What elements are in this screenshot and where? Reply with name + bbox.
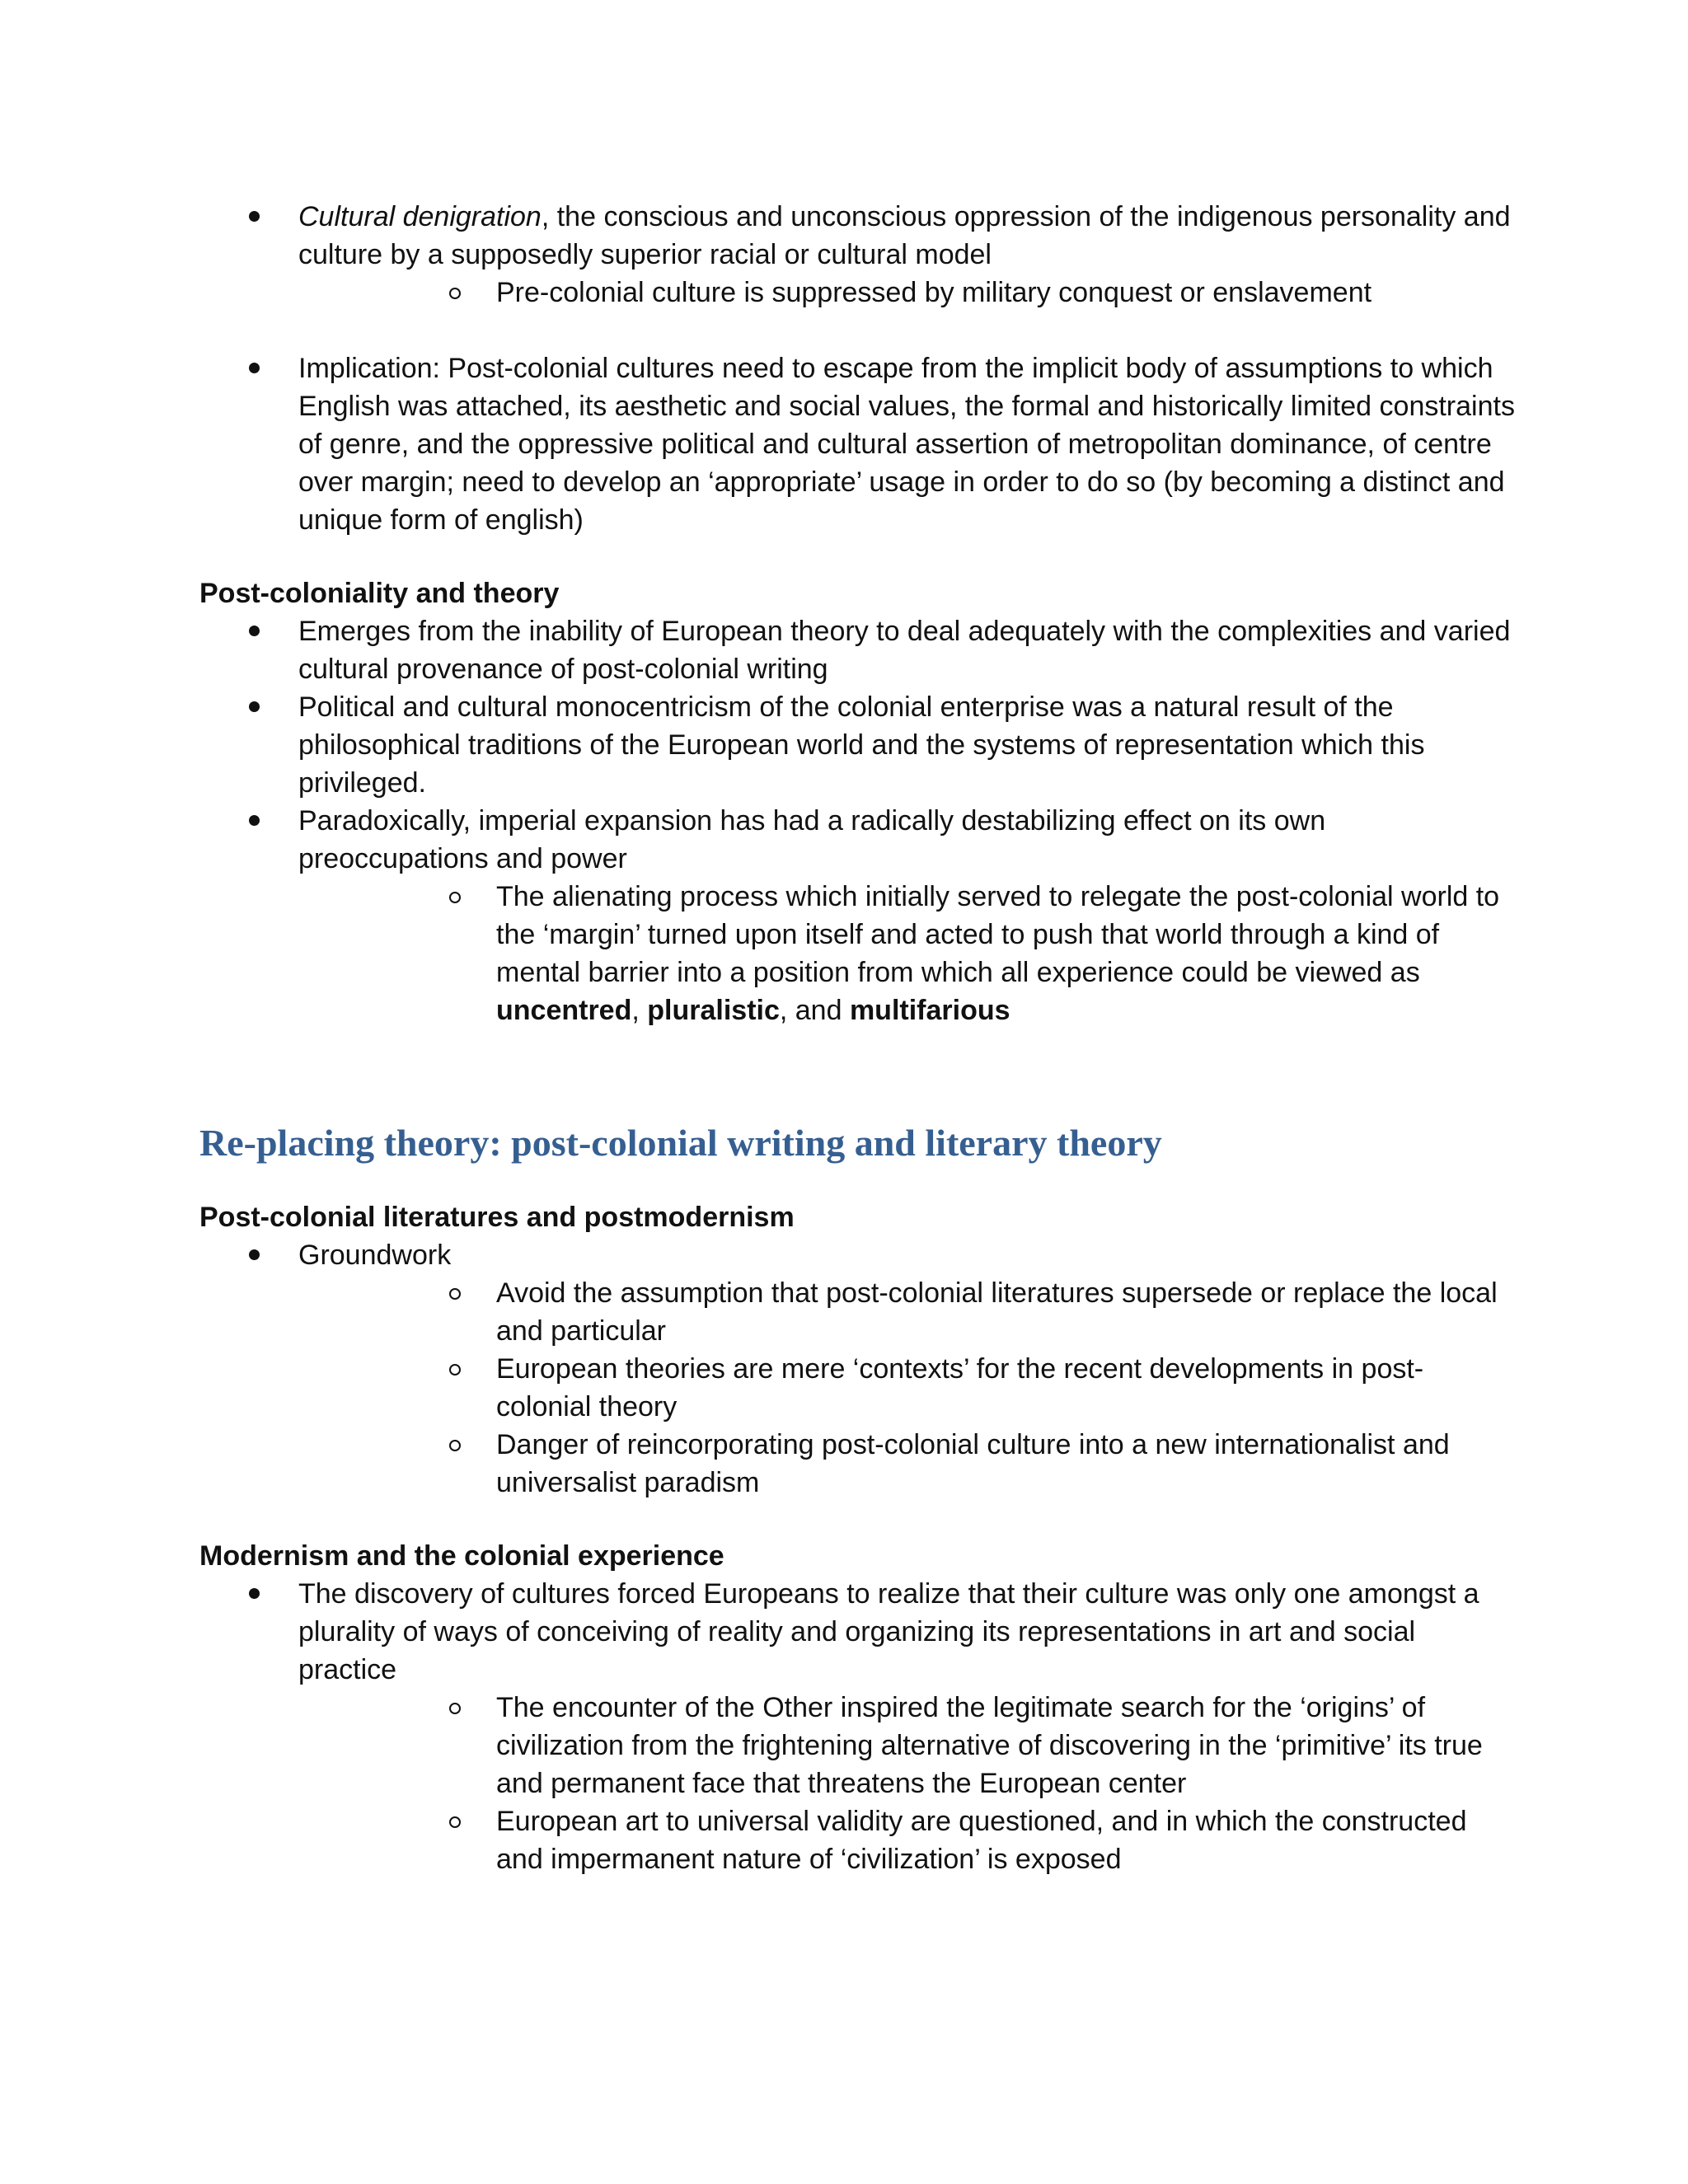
- list-item-discovery: [199, 1575, 1518, 1878]
- bullet-list-implication: [199, 349, 1518, 539]
- sub-list: [298, 274, 1518, 312]
- bullet-list-theory: [199, 612, 1518, 1029]
- italic-term: Cultural denigration: [298, 201, 542, 232]
- sub-list-item: Pre-colonial culture is suppressed by military conquest or enslavement: [298, 274, 1518, 312]
- section-title-modernism: Modernism and the colonial experience: [199, 1540, 724, 1572]
- list-item: Political and cultural monocentricism of the colonial enterprise was a natural result of the philosophical traditions of the European world and the systems of representation which this privileged.: [199, 688, 1518, 802]
- list-item-implication: Implication: Post-colonial cultures need to escape from the implicit body of assumptions to which English was attached, its aesthetic and social values, the formal and historically limited constraints of genre, and the oppressive political and cultural assertion of metropolitan dominance, of centre over margin; need to develop an ‘appropriate’ usage in order to do so (by becoming a distinct and unique form of english): [199, 349, 1518, 539]
- sub-list: [298, 1689, 1518, 1878]
- list-item-text: Groundwork: [298, 1240, 452, 1271]
- bold-term: uncentred: [496, 995, 632, 1026]
- list-item: Emerges from the inability of European theory to deal adequately with the complexities and varied cultural provenance of post-colonial writing: [199, 612, 1518, 688]
- sub-list: [298, 1274, 1518, 1502]
- sub-list-item: European theories are mere ‘contexts’ for the recent developments in post-colonial theory: [298, 1350, 1518, 1426]
- separator-text: ,: [631, 995, 648, 1026]
- bold-term: pluralistic: [647, 995, 780, 1026]
- sub-list-item: The encounter of the Other inspired the legitimate search for the ‘origins’ of civilization from the frightening alternative of discovering in the ‘primitive’ its true and permanent face that threatens the European center: [298, 1689, 1518, 1802]
- list-item-text: The discovery of cultures forced Europeans to realize that their culture was only one amongst a plurality of ways of conceiving of reality and organizing its representations in art and social practice: [298, 1578, 1479, 1685]
- sub-text: The alienating process which initially served to relegate the post-colonial world to the ‘margin’ turned upon itself and acted to push that world through a kind of mental barrier into a position from which all experience could be viewed as: [496, 881, 1500, 988]
- sub-list: [298, 878, 1518, 1029]
- bullet-list-intro: [199, 198, 1518, 312]
- sub-list-item: Danger of reincorporating post-colonial culture into a new internationalist and universalist paradism: [298, 1426, 1518, 1502]
- list-item-paradoxically: [199, 802, 1518, 1029]
- sub-list-item: European art to universal validity are questioned, and in which the constructed and impermanent nature of ‘civilization’ is exposed: [298, 1802, 1518, 1878]
- section-title-postcoloniality: Post-coloniality and theory: [199, 578, 560, 609]
- list-item-groundwork: [199, 1236, 1518, 1502]
- list-item-text: , the conscious and unconscious oppression of the indigenous personality and culture by a supposedly superior racial or cultural model: [298, 201, 1511, 270]
- bullet-list-postmodernism: [199, 1236, 1518, 1502]
- heading-replacing-theory: Re-placing theory: post-colonial writing and literary theory: [199, 1122, 1162, 1164]
- sub-list-item: Avoid the assumption that post-colonial literatures supersede or replace the local and particular: [298, 1274, 1518, 1350]
- section-title-postmodernism: Post-colonial literatures and postmodernism: [199, 1202, 795, 1233]
- list-item-text: Paradoxically, imperial expansion has had a radically destabilizing effect on its own preoccupations and power: [298, 805, 1326, 874]
- separator-text: , and: [779, 995, 850, 1026]
- document-content: [199, 198, 1518, 1878]
- bullet-list-modernism: [199, 1575, 1518, 1878]
- bold-term: multifarious: [849, 995, 1010, 1026]
- list-item-cultural-denigration: [199, 198, 1518, 312]
- sub-list-item-alienating: [298, 878, 1518, 1029]
